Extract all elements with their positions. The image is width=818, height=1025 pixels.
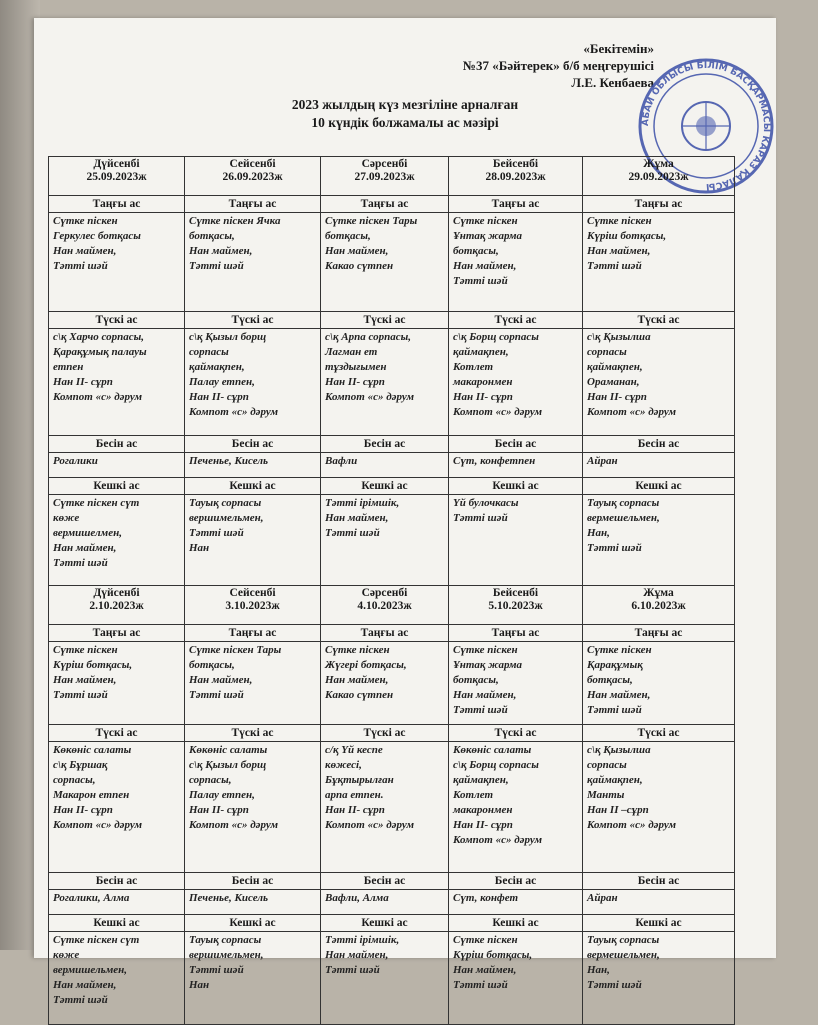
meal-label: Бесін ас — [321, 873, 449, 890]
day-name: Сәрсенбі — [361, 158, 408, 170]
meal-label: Түскі ас — [583, 725, 735, 742]
meal-label: Таңғы ас — [449, 196, 583, 213]
meal-dishes-row — [49, 495, 735, 586]
meal-label: Бесін ас — [185, 873, 321, 890]
day-header — [583, 586, 735, 625]
meal-dish: Сүтке піскен Қарақұмық ботқасы, Нан маймен, Тәтті шәй — [583, 642, 735, 725]
title-line-2: 10 күндік болжамалы ас мәзірі — [311, 115, 499, 130]
meal-label: Кешкі ас — [583, 478, 735, 495]
meal-dish: Сүтке піскен Ұнтақ жарма ботқасы, Нан маймен, Тәтті шәй — [449, 213, 583, 312]
meal-dishes-row — [49, 453, 735, 478]
meal-label: Кешкі ас — [449, 915, 583, 932]
meal-label: Таңғы ас — [321, 196, 449, 213]
meal-dish: Сүтке піскен Ячка ботқасы, Нан маймен, Тәтті шәй — [185, 213, 321, 312]
meal-label: Кешкі ас — [321, 478, 449, 495]
meal-label: Таңғы ас — [185, 625, 321, 642]
day-header — [449, 586, 583, 625]
meal-label: Түскі ас — [185, 312, 321, 329]
meal-dish: Сүт, конфетпен — [449, 453, 583, 478]
meal-label: Түскі ас — [49, 312, 185, 329]
meal-dish: Вафли — [321, 453, 449, 478]
meal-label: Кешкі ас — [49, 478, 185, 495]
meal-dish: Сүтке піскен Жүгері ботқасы, Нан маймен, Какао сүтпен — [321, 642, 449, 725]
meal-label-row — [49, 436, 735, 453]
stamp-text: АБАЙ ОБЛЫСЫ БІЛІМ БАСҚАРМАСЫ КАРАЗ ҚАЛАСЫ — [640, 60, 772, 192]
day-date: 29.09.2023ж — [628, 171, 689, 183]
day-name: Сәрсенбі — [361, 587, 408, 599]
menu-document — [34, 18, 776, 1006]
meal-label: Бесін ас — [49, 436, 185, 453]
meal-dish: Үй булочкасы Тәтті шәй — [449, 495, 583, 586]
day-name: Жұма — [643, 587, 674, 599]
approval-block — [463, 40, 654, 91]
meal-dish: Сүт, конфет — [449, 890, 583, 915]
meal-label: Бесін ас — [185, 436, 321, 453]
day-date: 6.10.2023ж — [631, 600, 686, 612]
day-date: 3.10.2023ж — [225, 600, 280, 612]
meal-label: Кешкі ас — [49, 915, 185, 932]
meal-dishes-row — [49, 890, 735, 915]
day-date: 27.09.2023ж — [354, 171, 415, 183]
day-name: Дүйсенбі — [93, 158, 140, 170]
day-date: 28.09.2023ж — [485, 171, 546, 183]
meal-dish: Тауық сорпасы вершимельмен, Тәтті шәй Нан — [185, 932, 321, 1025]
meal-dish: Сүтке піскен Ұнтақ жарма ботқасы, Нан маймен, Тәтті шәй — [449, 642, 583, 725]
meal-dish: Печенье, Кисель — [185, 890, 321, 915]
day-header — [583, 157, 735, 196]
meal-label-row — [49, 625, 735, 642]
meal-label: Түскі ас — [185, 725, 321, 742]
meal-label: Таңғы ас — [49, 625, 185, 642]
meal-label: Бесін ас — [49, 873, 185, 890]
title-line-1: 2023 жылдың күз мезгіліне арналған — [291, 97, 519, 112]
day-header — [49, 586, 185, 625]
meal-label-row — [49, 312, 735, 329]
meal-dish: Рогалики — [49, 453, 185, 478]
day-header-row — [49, 157, 735, 196]
day-date: 5.10.2023ж — [488, 600, 543, 612]
approval-line-2: №37 «Бәйтерек» б/б меңгерушісі — [462, 58, 654, 73]
day-name: Жұма — [643, 158, 674, 170]
day-date: 26.09.2023ж — [222, 171, 283, 183]
day-name: Сейсенбі — [229, 587, 276, 599]
meal-label-row — [49, 196, 735, 213]
day-date: 4.10.2023ж — [357, 600, 412, 612]
meal-dish: Печенье, Кисель — [185, 453, 321, 478]
day-header-row — [49, 586, 735, 625]
day-name: Бейсенбі — [492, 587, 539, 599]
meal-label-row — [49, 725, 735, 742]
meal-label: Бесін ас — [449, 873, 583, 890]
meal-dish: Сүтке піскен Күріш ботқасы, Нан маймен, Тәтті шәй — [449, 932, 583, 1025]
meal-label: Түскі ас — [321, 725, 449, 742]
meal-dish: Тәтті ірімшік, Нан маймен, Тәтті шәй — [321, 495, 449, 586]
meal-label: Бесін ас — [583, 873, 735, 890]
meal-label: Кешкі ас — [185, 915, 321, 932]
meal-label: Түскі ас — [583, 312, 735, 329]
meal-dish: Тауық сорпасы вермешельмен, Нан, Тәтті шәй — [583, 932, 735, 1025]
meal-dish: Вафли, Алма — [321, 890, 449, 915]
meal-dish: Көкөніс салаты с\қ Қызыл борщ сорпасы, Палау етпен, Нан II- сұрп Компот «с» дәрум — [185, 742, 321, 873]
meal-label: Бесін ас — [321, 436, 449, 453]
meal-dish: Рогалики, Алма — [49, 890, 185, 915]
approval-line-1: «Бекітемін» — [583, 41, 654, 56]
meal-dish: Айран — [583, 890, 735, 915]
meal-dishes-row — [49, 329, 735, 436]
meal-dishes-row — [49, 932, 735, 1025]
day-header — [449, 157, 583, 196]
meal-dish: Айран — [583, 453, 735, 478]
meal-label: Кешкі ас — [583, 915, 735, 932]
meal-label: Таңғы ас — [49, 196, 185, 213]
meal-dishes-row — [49, 642, 735, 725]
meal-label: Таңғы ас — [321, 625, 449, 642]
meal-label: Кешкі ас — [321, 915, 449, 932]
meal-label: Түскі ас — [449, 312, 583, 329]
meal-dish: Тәтті ірімшік, Нан маймен, Тәтті шәй — [321, 932, 449, 1025]
day-header — [321, 586, 449, 625]
meal-dish: с/қ Үй кеспе көжесі, Бұқтырылған арпа етпен. Нан II- сұрп Компот «с» дәрум — [321, 742, 449, 873]
meal-dish: Сүтке піскен сүт көже вермишельмен, Нан маймен, Тәтті шәй — [49, 932, 185, 1025]
meal-dish: Сүтке піскен Тары ботқасы, Нан маймен, Тәтті шәй — [185, 642, 321, 725]
meal-dish: Сүтке піскен сүт көже вермишелмен, Нан маймен, Тәтті шәй — [49, 495, 185, 586]
meal-dish: Тауық сорпасы вершимельмен, Тәтті шәй Нан — [185, 495, 321, 586]
day-header — [49, 157, 185, 196]
meal-dish: с\қ Қызылша сорпасы қаймақпен, Манты Нан II –сұрп Компот «с» дәрум — [583, 742, 735, 873]
day-date: 2.10.2023ж — [89, 600, 144, 612]
meal-dish: Тауық сорпасы вермешельмен, Нан, Тәтті шәй — [583, 495, 735, 586]
meal-dish: с\қ Қызылша сорпасы қаймақпен, Ораманан, Нан II- сұрп Компот «с» дәрум — [583, 329, 735, 436]
meal-dish: с\қ Қызыл борщ сорпасы қаймақпен, Палау етпен, Нан II- сұрп Компот «с» дәрум — [185, 329, 321, 436]
meal-label: Таңғы ас — [185, 196, 321, 213]
day-header — [185, 586, 321, 625]
day-name: Сейсенбі — [229, 158, 276, 170]
day-date: 25.09.2023ж — [86, 171, 147, 183]
meal-label-row — [49, 478, 735, 495]
meal-dish: Сүтке піскен Күріш ботқасы, Нан маймен, Тәтті шәй — [49, 642, 185, 725]
meal-label: Бесін ас — [449, 436, 583, 453]
meal-label: Таңғы ас — [583, 196, 735, 213]
approval-line-3: Л.Е. Кенбаева — [571, 75, 654, 90]
meal-label: Бесін ас — [583, 436, 735, 453]
meal-dish: Сүтке піскен Геркулес ботқасы Нан маймен, Тәтті шәй — [49, 213, 185, 312]
meal-dishes-row — [49, 742, 735, 873]
meal-label: Таңғы ас — [449, 625, 583, 642]
meal-label-row — [49, 873, 735, 890]
meal-label: Түскі ас — [49, 725, 185, 742]
day-name: Дүйсенбі — [93, 587, 140, 599]
meal-label-row — [49, 915, 735, 932]
meal-label: Түскі ас — [321, 312, 449, 329]
meal-dish: Сүтке піскен Күріш ботқасы, Нан маймен, Тәтті шәй — [583, 213, 735, 312]
day-header — [185, 157, 321, 196]
meal-dish: Сүтке піскен Тары ботқасы, Нан маймен, Какао сүтпен — [321, 213, 449, 312]
meal-dish: с\қ Борщ сорпасы қаймақпен, Котлет макаронмен Нан II- сұрп Компот «с» дәрум — [449, 329, 583, 436]
meal-dish: с\қ Арпа сорпасы, Лагман ет тұздығымен Нан II- сұрп Компот «с» дәрум — [321, 329, 449, 436]
meal-label: Түскі ас — [449, 725, 583, 742]
meal-dish: с\қ Харчо сорпасы, Қарақұмық палауы етпен Нан II- сұрп Компот «с» дәрум — [49, 329, 185, 436]
meal-label: Кешкі ас — [449, 478, 583, 495]
day-name: Бейсенбі — [492, 158, 539, 170]
meal-dish: Көкөніс салаты с\қ Бұршақ сорпасы, Макарон етпен Нан II- сұрп Компот «с» дәрум — [49, 742, 185, 873]
meal-label: Кешкі ас — [185, 478, 321, 495]
meal-dish: Көкөніс салаты с\қ Борщ сорпасы қаймақпен, Котлет макаронмен Нан II- сұрп Компот «с» дәрум — [449, 742, 583, 873]
meal-label: Таңғы ас — [583, 625, 735, 642]
meal-dishes-row — [49, 213, 735, 312]
menu-table — [48, 156, 735, 1025]
day-header — [321, 157, 449, 196]
